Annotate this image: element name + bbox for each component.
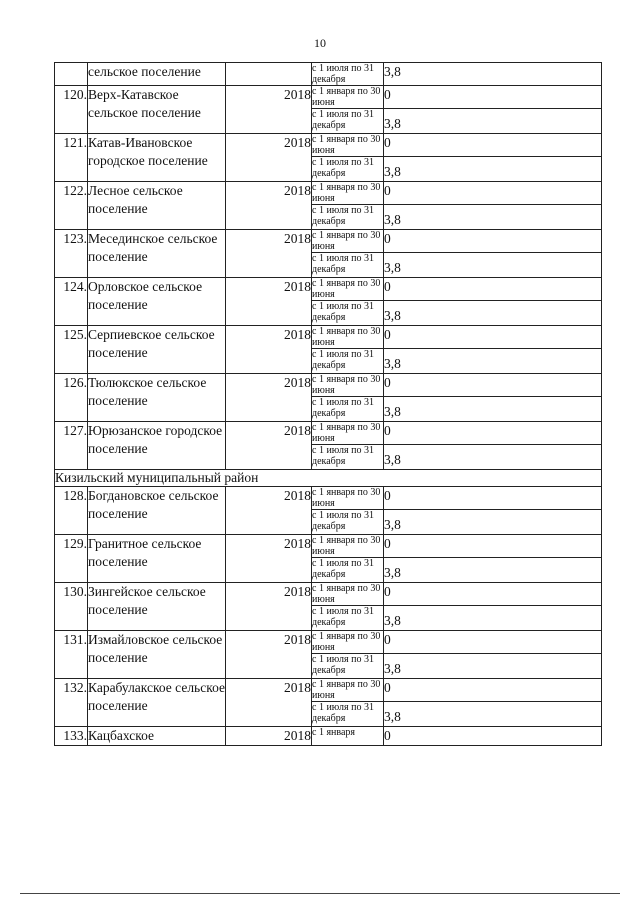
period-second-half: с 1 июля по 31 декабря xyxy=(312,157,384,182)
rate-first-half: 0 xyxy=(384,583,602,606)
table-row xyxy=(55,86,602,109)
period-second-half: с 1 июля по 31 декабря xyxy=(312,397,384,422)
year-cell: 2018 xyxy=(226,230,312,278)
year-cell: 2018 xyxy=(226,134,312,182)
rate-second-half: 3,8 xyxy=(384,205,602,230)
table-row xyxy=(55,487,602,510)
row-number: 131. xyxy=(55,631,88,679)
year-cell: 2018 xyxy=(226,182,312,230)
period-second-half: с 1 июля по 31 декабря xyxy=(312,445,384,470)
period-first-half: с 1 января по 30 июня xyxy=(312,374,384,397)
period-second-half: с 1 июля по 31 декабря xyxy=(312,654,384,679)
year-cell: 2018 xyxy=(226,326,312,374)
rate-second-half: 3,8 xyxy=(384,606,602,631)
row-number: 127. xyxy=(55,422,88,470)
table-row xyxy=(55,182,602,205)
table-row xyxy=(55,535,602,558)
year-cell xyxy=(226,63,312,86)
row-number: 130. xyxy=(55,583,88,631)
table-row xyxy=(55,278,602,301)
rate-first-half: 0 xyxy=(384,631,602,654)
settlement-name: Серпиевское сельское поселение xyxy=(88,326,226,374)
rate-first-half: 0 xyxy=(384,182,602,205)
period-first-half: с 1 января по 30 июня xyxy=(312,278,384,301)
rate-cell: 3,8 xyxy=(384,63,602,86)
period-first-half: с 1 января по 30 июня xyxy=(312,230,384,253)
row-number: 129. xyxy=(55,535,88,583)
rate-first-half: 0 xyxy=(384,535,602,558)
settlement-name: Верх-Катавское сельское поселение xyxy=(88,86,226,134)
year-cell: 2018 xyxy=(226,487,312,535)
row-number: 121. xyxy=(55,134,88,182)
year-cell: 2018 xyxy=(226,679,312,727)
period-cell: с 1 июля по 31 декабря xyxy=(312,63,384,86)
bottom-rule xyxy=(20,893,620,894)
rate-second-half: 3,8 xyxy=(384,558,602,583)
settlement-name: Орловское сельское поселение xyxy=(88,278,226,326)
settlement-name: Тюлюкское сельское поселение xyxy=(88,374,226,422)
rate-second-half: 3,8 xyxy=(384,397,602,422)
period-first-half: с 1 января по 30 июня xyxy=(312,326,384,349)
rate-first-half: 0 xyxy=(384,487,602,510)
rate-second-half: 3,8 xyxy=(384,253,602,278)
rate-second-half: 3,8 xyxy=(384,301,602,326)
year-cell: 2018 xyxy=(226,278,312,326)
settlement-name: сельское поселение xyxy=(88,63,226,86)
rate-second-half: 3,8 xyxy=(384,109,602,134)
period-second-half: с 1 июля по 31 декабря xyxy=(312,558,384,583)
settlement-name: Кацбахское xyxy=(88,727,226,746)
page-number: 10 xyxy=(314,36,326,50)
year-cell: 2018 xyxy=(226,422,312,470)
period-first-half: с 1 января по 30 июня xyxy=(312,182,384,205)
settlement-name: Месединское сельское поселение xyxy=(88,230,226,278)
settlement-name: Катав-Ивановское городское поселение xyxy=(88,134,226,182)
rate-first-half: 0 xyxy=(384,230,602,253)
row-number: 122. xyxy=(55,182,88,230)
row-number: 125. xyxy=(55,326,88,374)
row-number: 126. xyxy=(55,374,88,422)
table-row xyxy=(55,230,602,253)
year-cell: 2018 xyxy=(226,727,312,746)
year-cell: 2018 xyxy=(226,535,312,583)
settlement-name: Зингейское сельское поселение xyxy=(88,583,226,631)
rate-first-half: 0 xyxy=(384,374,602,397)
row-number: 124. xyxy=(55,278,88,326)
table-row-continued xyxy=(55,63,602,86)
rate-first-half: 0 xyxy=(384,679,602,702)
tax-rate-table xyxy=(54,62,602,746)
period-second-half: с 1 июля по 31 декабря xyxy=(312,205,384,230)
table-row xyxy=(55,727,602,746)
section-title: Кизильский муниципальный район xyxy=(55,470,602,487)
period-first-half: с 1 января по 30 июня xyxy=(312,679,384,702)
row-number: 123. xyxy=(55,230,88,278)
rate-first-half: 0 xyxy=(384,134,602,157)
table-row xyxy=(55,422,602,445)
rate-first-half: 0 xyxy=(384,326,602,349)
rate-second-half: 3,8 xyxy=(384,510,602,535)
settlement-name: Богдановское сельское поселение xyxy=(88,487,226,535)
rate-second-half: 3,8 xyxy=(384,349,602,374)
settlement-name: Юрюзанское городское поселение xyxy=(88,422,226,470)
year-cell: 2018 xyxy=(226,86,312,134)
rate-first-half: 0 xyxy=(384,86,602,109)
settlement-name: Гранитное сельское поселение xyxy=(88,535,226,583)
rate-first-half: 0 xyxy=(384,422,602,445)
period-second-half: с 1 июля по 31 декабря xyxy=(312,253,384,278)
period-second-half: с 1 июля по 31 декабря xyxy=(312,606,384,631)
period-first-half: с 1 января по 30 июня xyxy=(312,487,384,510)
row-number: 132. xyxy=(55,679,88,727)
period-first-half: с 1 января по 30 июня xyxy=(312,535,384,558)
year-cell: 2018 xyxy=(226,631,312,679)
year-cell: 2018 xyxy=(226,374,312,422)
row-number xyxy=(55,63,88,86)
period-second-half: с 1 июля по 31 декабря xyxy=(312,349,384,374)
period-second-half: с 1 июля по 31 декабря xyxy=(312,109,384,134)
row-number: 128. xyxy=(55,487,88,535)
rate-second-half: 3,8 xyxy=(384,157,602,182)
table-row xyxy=(55,679,602,702)
period-first-half: с 1 января по 30 июня xyxy=(312,631,384,654)
row-number: 133. xyxy=(55,727,88,746)
period-first-half: с 1 января по 30 июня xyxy=(312,134,384,157)
period-second-half: с 1 июля по 31 декабря xyxy=(312,301,384,326)
year-cell: 2018 xyxy=(226,583,312,631)
period-second-half: с 1 июля по 31 декабря xyxy=(312,702,384,727)
rate-second-half: 3,8 xyxy=(384,654,602,679)
table-row xyxy=(55,134,602,157)
table-row xyxy=(55,374,602,397)
rate-second-half: 3,8 xyxy=(384,702,602,727)
rate-first-half: 0 xyxy=(384,727,602,746)
rate-second-half: 3,8 xyxy=(384,445,602,470)
section-row xyxy=(55,470,602,487)
table-row xyxy=(55,631,602,654)
table-row xyxy=(55,326,602,349)
settlement-name: Карабулакское сельское поселение xyxy=(88,679,226,727)
period-first-half: с 1 января по 30 июня xyxy=(312,422,384,445)
table-body xyxy=(55,63,602,746)
period-first-half: с 1 января по 30 июня xyxy=(312,86,384,109)
rate-first-half: 0 xyxy=(384,278,602,301)
table-row xyxy=(55,583,602,606)
period-first-half: с 1 января по 30 июня xyxy=(312,583,384,606)
period-first-half: с 1 января xyxy=(312,727,384,746)
settlement-name: Измайловское сельское поселение xyxy=(88,631,226,679)
row-number: 120. xyxy=(55,86,88,134)
settlement-name: Лесное сельское поселение xyxy=(88,182,226,230)
period-second-half: с 1 июля по 31 декабря xyxy=(312,510,384,535)
